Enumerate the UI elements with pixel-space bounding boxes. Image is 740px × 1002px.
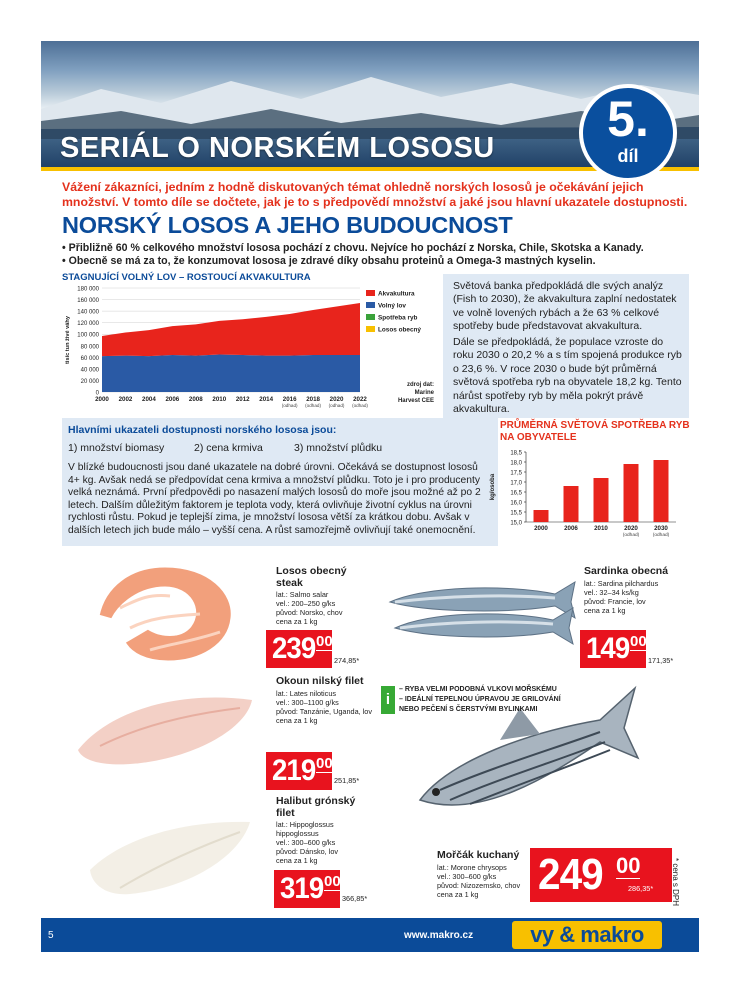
bar xyxy=(654,460,669,522)
bar xyxy=(564,486,579,522)
x-tick-label: 2004 xyxy=(142,396,156,403)
info-line: – RYBA VELMI PODOBNÁ VLKOVI MOŘSKÉMU xyxy=(399,686,557,693)
y-tick-label: 18,5 xyxy=(510,450,522,457)
product-detail: vel.: 200–250 g/ks xyxy=(276,599,336,608)
product-detail: cena za 1 kg xyxy=(437,889,479,899)
product-name: Sardinka obecná xyxy=(584,565,669,577)
x-tick-label: 2010 xyxy=(594,525,608,532)
x-tick-note: (odhad) xyxy=(305,403,322,408)
price-with-vat: 171,35* xyxy=(648,656,674,665)
y-tick-label: 17,0 xyxy=(510,480,522,487)
y-tick-label: 15,5 xyxy=(510,510,522,517)
price-tag-halibut xyxy=(274,870,340,908)
chart-source: zdroj dat: xyxy=(407,382,434,388)
website-link[interactable]: www.makro.cz xyxy=(404,930,474,941)
price-cents: 00 xyxy=(630,633,647,650)
perch-fillet-image xyxy=(70,680,260,770)
product-name: Okoun nilský filet xyxy=(276,675,364,687)
y-tick-label: 17,5 xyxy=(510,470,522,477)
product-detail: původ: Nizozemsko, chov xyxy=(437,880,521,890)
y-tick-label: 140 000 xyxy=(77,309,99,316)
chart2-area xyxy=(480,446,690,542)
x-tick-label: 2008 xyxy=(188,396,203,403)
x-tick-note: (odhad) xyxy=(652,533,670,538)
side-paragraph: Dále se předpokládá, že populace vzroste do roku 2030 o 20,2 % a s tím spojená produkce ryb o 23,6 %. V roce 2030 o bude být průměrná světová spotřeba ryb na obyvatele 18,2 kg. Tento nárůst spotřeby ryb by měla pokrýt právě akvakultura. xyxy=(453,336,682,416)
product-detail: původ: Francie, lov xyxy=(584,596,646,606)
product-sardine xyxy=(584,566,694,615)
x-tick-note: (odhad) xyxy=(622,533,640,538)
side-paragraph: Světová banka předpokládá dle svých analýz (Fish to 2030), že akvakultura zaplní nedostatek ve volně lovených rybách a že 63 % celkové spotřeby bude představovat akvakultura. xyxy=(453,280,677,333)
product-perch xyxy=(276,676,376,725)
price-integer: 149 xyxy=(586,632,630,665)
bullet-point: • Obecně se má za to, že konzumovat lososa je zdravé díky obsahu proteinů a Omega-3 mastných kyselin. xyxy=(62,255,596,267)
product-detail: lat.: Lates niloticus xyxy=(276,688,337,698)
product-name: Mořčák kuchaný xyxy=(437,849,520,861)
part-number: 5. xyxy=(607,91,649,147)
indicator-item: 3) množství plůdku xyxy=(294,442,383,454)
x-tick-label: 2006 xyxy=(564,525,578,532)
price-tag-sardine xyxy=(580,630,646,668)
intro-text: Vážení zákazníci, jedním z hodně diskutovaných témat ohledně norských lososů je očekávání jejich množství. V tomto díle se dočtete, jak je to s předpovědí množství a jaké jsou hlavní ukazatele dostupnosti. xyxy=(62,180,688,209)
y-tick-label: 16,0 xyxy=(510,500,522,507)
price-cents: 00 xyxy=(316,755,333,772)
y-tick-label: 160 000 xyxy=(77,298,99,305)
price-tag-perch xyxy=(266,752,332,790)
product-detail: původ: Tanzánie, Uganda, lov xyxy=(276,706,373,716)
side-text-box xyxy=(443,274,689,418)
product-detail: vel.: 300–600 g/ks xyxy=(437,871,497,881)
x-tick-note: (odhad) xyxy=(352,403,368,408)
x-tick-label: 2030 xyxy=(654,525,668,532)
bullet-point: • Přibližně 60 % celkového množství lososa pochází z chovu. Nejvíce ho pochází z Norska, Chile, Skotska a Kanady. xyxy=(62,242,644,254)
series-title: SERIÁL O NORSKÉM LOSOSU xyxy=(60,132,495,164)
product-detail: vel.: 32–34 ks/kg xyxy=(584,587,639,597)
y-tick-label: 120 000 xyxy=(77,321,99,328)
brand-logo-text: vy & makro xyxy=(530,922,644,947)
halibut-fillet-image xyxy=(80,810,260,900)
product-detail: lat.: Morone chrysops xyxy=(437,862,507,872)
y-tick-label: 180 000 xyxy=(77,286,99,293)
x-tick-label: 2000 xyxy=(534,525,548,532)
chart-source: Harvest CEE xyxy=(397,398,434,404)
chart-source: Marine xyxy=(414,390,434,396)
price-cents: 00 xyxy=(324,873,341,890)
info-icon: i xyxy=(381,686,395,714)
price-tag-bass xyxy=(530,848,672,902)
legend-label: Volný lov xyxy=(378,302,406,310)
y-tick-label: 18,0 xyxy=(510,460,522,467)
y-tick-label: 100 000 xyxy=(77,332,99,339)
page-number: 5 xyxy=(48,930,54,941)
x-tick-label: 2014 xyxy=(259,396,274,403)
indicator-item: 2) cena krmiva xyxy=(194,442,263,454)
y-tick-label: 16,5 xyxy=(510,490,522,497)
legend-label: Spotřeba ryb xyxy=(378,314,418,322)
part-badge xyxy=(579,84,677,182)
product-detail: původ: Norsko, chov xyxy=(276,608,343,617)
price-with-vat: 251,85* xyxy=(334,776,360,785)
series-volny-lov xyxy=(102,354,360,392)
indicators-text: V blízké budoucnosti jsou dané ukazatele na dobré úrovni. Očekává se dostupnost lososů 4+ kg. Avšak nedá se předpovídat cena krmiva a množství plůdku. Toto je i pro producenty velká neznámá. První předpovědi po nasazení malých lososů do moře jsou možné až po 2 letech. Dalším důležitým faktorem je teplota vody, která ovlivňuje životní cyklus na úrovni rychlosti růstu. Pokud je teplejší zima, je množství lososa větší za krátkou dobu. Avšak v dalších letech jich bude málo – vyšší cena. A růst samozřejmě ovlivňují také onemocnění. xyxy=(68,462,481,536)
bar xyxy=(534,510,549,522)
product-name: Halibut grónský filet xyxy=(276,795,356,819)
info-box xyxy=(381,686,561,724)
indicators-title: Hlavními ukazateli dostupnosti norského lososa jsou: xyxy=(68,424,337,436)
price-tag-salmon xyxy=(266,630,332,668)
x-tick-label: 2012 xyxy=(235,396,250,403)
product-detail: cena za 1 kg xyxy=(584,605,626,615)
product-detail: lat.: Sardina pilchardus xyxy=(584,578,659,588)
x-tick-label: 2010 xyxy=(212,396,227,403)
legend-label: Akvakultura xyxy=(378,290,415,298)
part-word: díl xyxy=(617,146,639,166)
product-detail: lat.: Hippoglossus hippoglossus xyxy=(276,820,334,838)
sardine-image xyxy=(385,572,580,662)
product-detail: cena za 1 kg xyxy=(276,715,318,725)
price-cents: 00 xyxy=(616,853,641,878)
legend-swatch xyxy=(366,314,375,320)
y-axis-label: tisíc tun živé váhy xyxy=(65,316,71,364)
product-detail: původ: Dánsko, lov xyxy=(276,847,339,856)
price-integer: 319 xyxy=(280,872,324,905)
product-halibut xyxy=(276,796,376,865)
x-tick-label: 2002 xyxy=(118,396,133,403)
y-tick-label: 80 000 xyxy=(80,344,99,351)
chart1-svg xyxy=(62,284,440,414)
x-tick-label: 2000 xyxy=(95,396,109,403)
product-detail: vel.: 300–600 g/ks xyxy=(276,838,336,847)
price-integer: 219 xyxy=(272,754,316,787)
product-detail: cena za 1 kg xyxy=(276,617,318,626)
price-with-vat: 366,85* xyxy=(342,894,368,903)
chart2-svg xyxy=(480,446,690,542)
y-axis-label: kg/osoba xyxy=(490,473,496,501)
x-tick-note: (odhad) xyxy=(281,403,298,408)
x-tick-label: 2006 xyxy=(165,396,180,403)
bar xyxy=(624,464,639,522)
x-tick-label: 2020 xyxy=(624,525,638,532)
price-integer: 239 xyxy=(272,632,316,665)
info-line: NEBO PEČENÍ S ČERSTVÝMI BYLINKAMI xyxy=(399,706,538,713)
product-name: Losos obecný steak xyxy=(276,565,347,589)
indicators-box xyxy=(62,418,498,546)
bar xyxy=(594,478,609,522)
x-tick-label: 2018 xyxy=(306,396,320,403)
salmon-steak-image xyxy=(90,558,240,668)
vat-note: * cena s DPH xyxy=(671,858,680,907)
chart2-title: PRŮMĚRNÁ SVĚTOVÁ SPOTŘEBA RYB NA OBYVATELE xyxy=(500,420,690,443)
indicator-item: 1) množství biomasy xyxy=(68,442,165,454)
y-tick-label: 60 000 xyxy=(80,355,99,362)
price-cents: 00 xyxy=(316,633,333,650)
legend-swatch xyxy=(366,326,375,332)
info-line: – IDEÁLNÍ TEPELNOU ÚPRAVOU JE GRILOVÁNÍ xyxy=(399,696,561,703)
chart1-area xyxy=(62,284,440,414)
x-tick-label: 2016 xyxy=(282,396,297,403)
legend-label: Losos obecný xyxy=(378,326,421,334)
article-headline: NORSKÝ LOSOS A JEHO BUDOUCNOST xyxy=(62,212,513,238)
y-tick-label: 40 000 xyxy=(80,367,99,374)
legend-swatch xyxy=(366,290,375,296)
y-tick-label: 0 xyxy=(95,390,99,397)
price-integer: 249 xyxy=(538,850,603,899)
x-tick-label: 2022 xyxy=(353,396,367,403)
chart1-title: STAGNUJÍCÍ VOLNÝ LOV – ROSTOUCÍ AKVAKULTURA xyxy=(62,272,311,283)
legend-swatch xyxy=(366,302,375,308)
y-tick-label: 15,0 xyxy=(510,520,522,527)
price-with-vat: 274,85* xyxy=(334,656,360,665)
product-detail: cena za 1 kg xyxy=(276,856,318,865)
product-detail: vel.: 300–1100 g/ks xyxy=(276,697,339,707)
x-tick-note: (odhad) xyxy=(328,403,345,408)
brand-logo xyxy=(512,921,662,949)
product-salmon xyxy=(276,566,376,626)
price-with-vat: 286,35* xyxy=(628,884,654,893)
product-detail: lat.: Salmo salar xyxy=(276,590,329,599)
y-tick-label: 20 000 xyxy=(80,378,99,385)
x-tick-label: 2020 xyxy=(329,396,344,403)
